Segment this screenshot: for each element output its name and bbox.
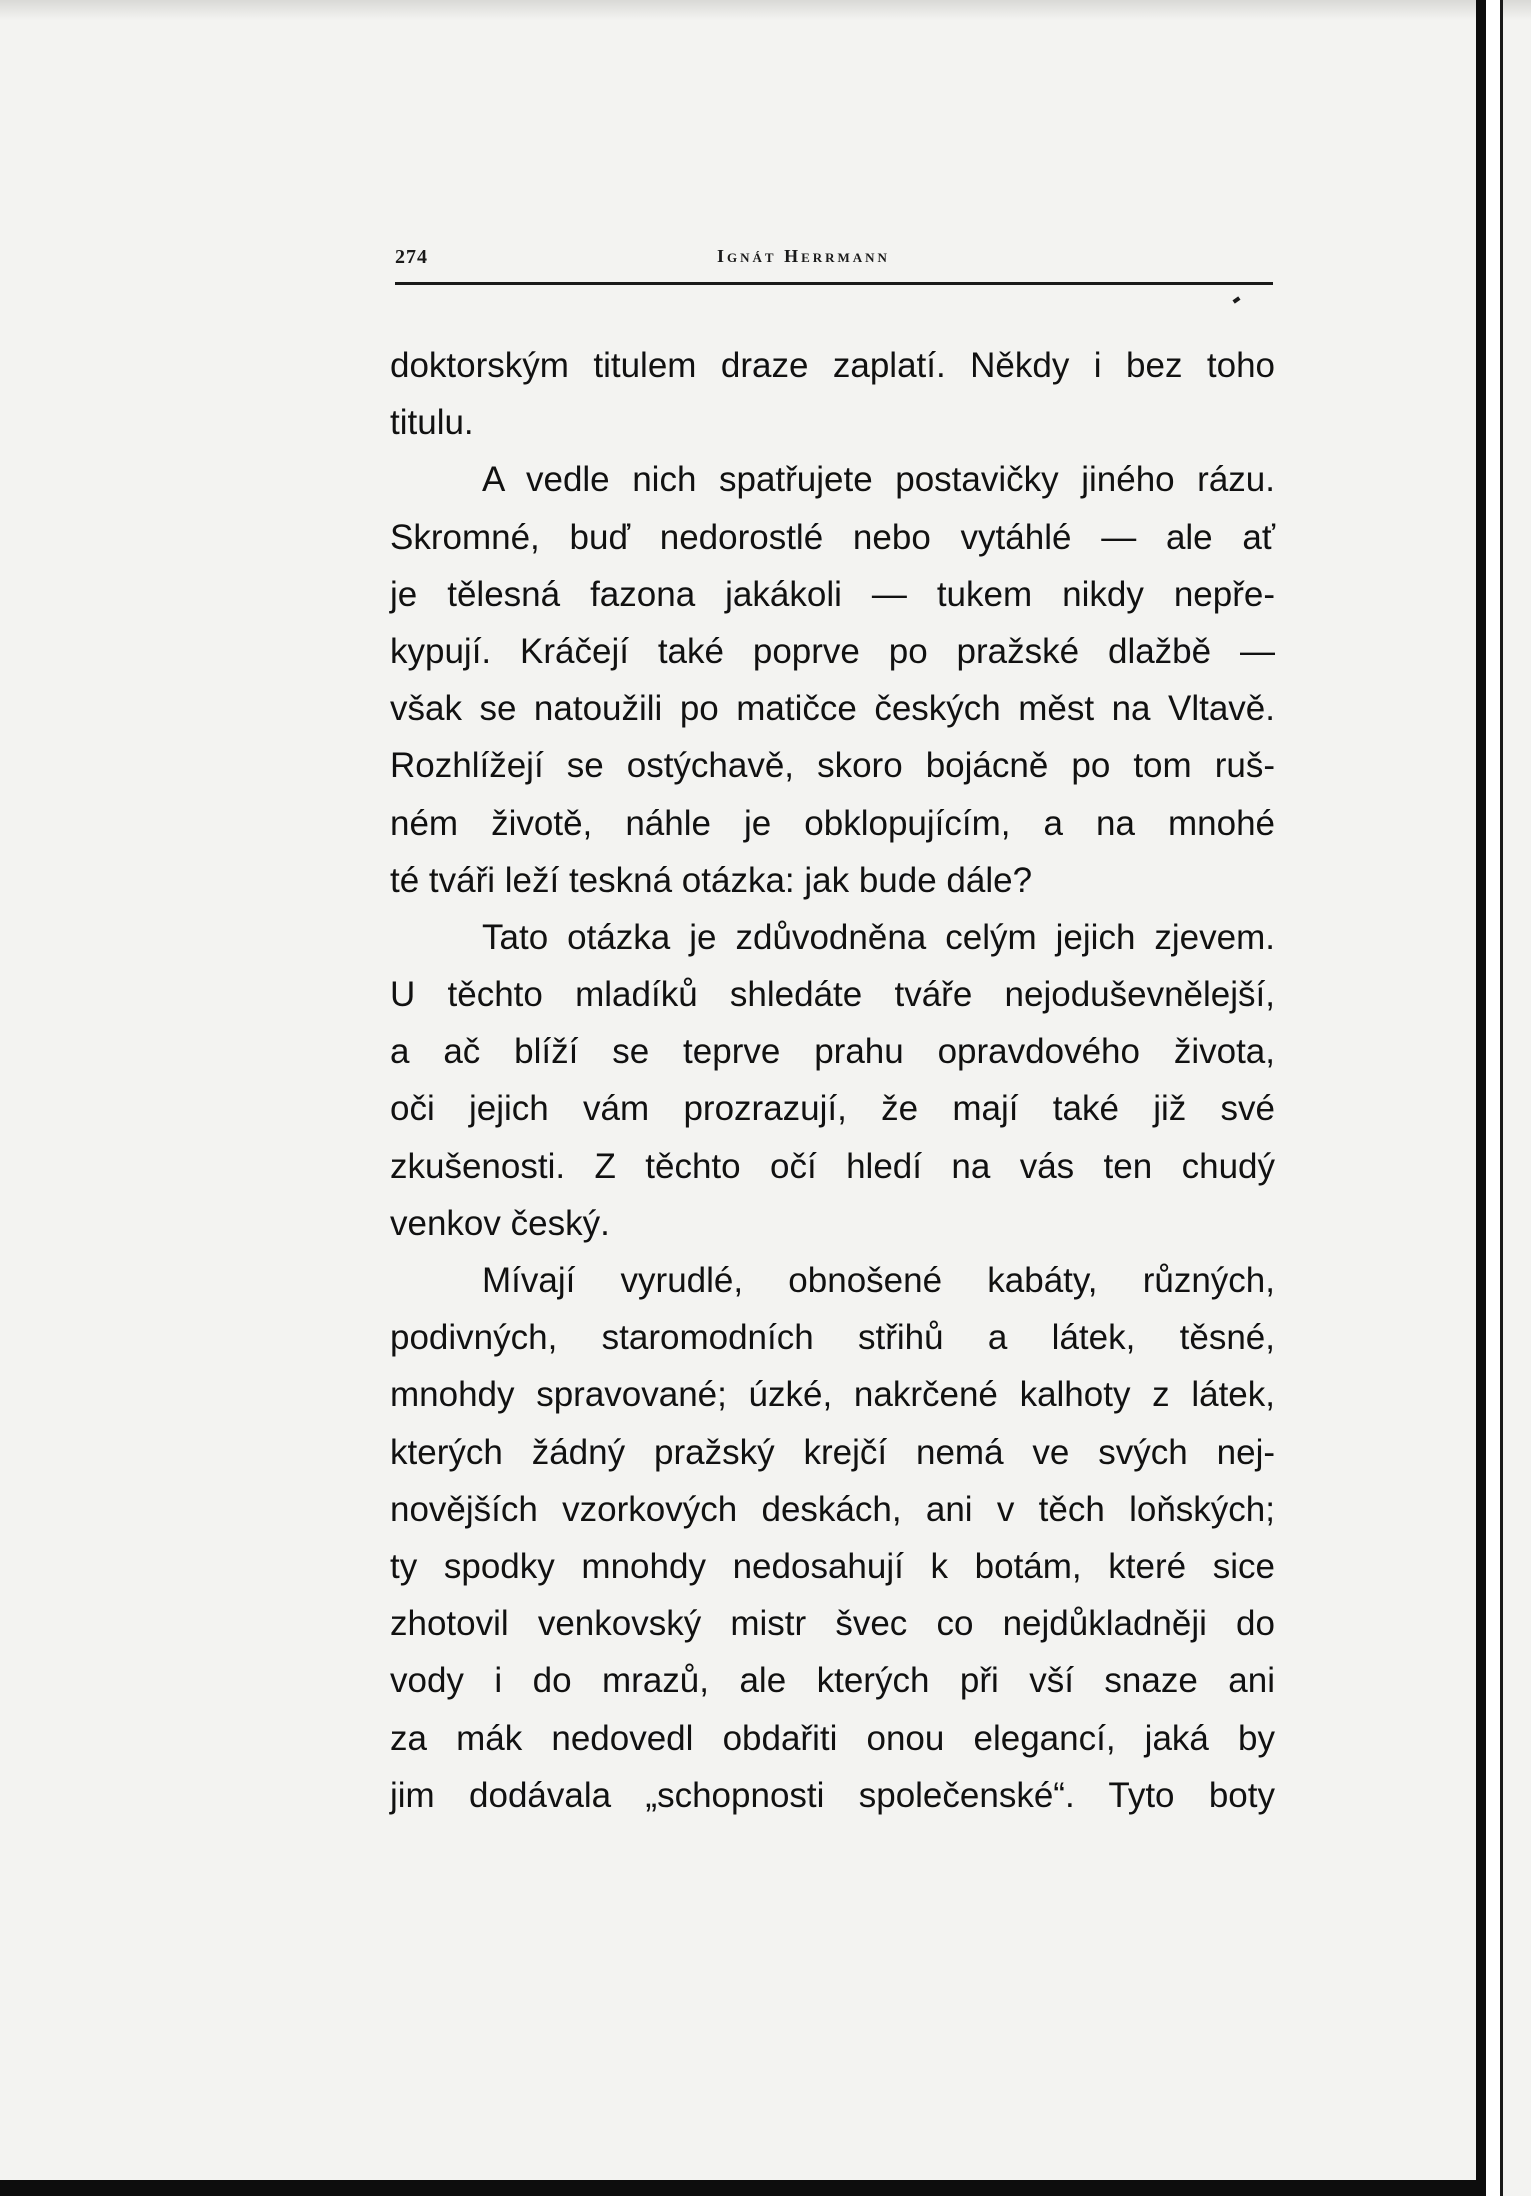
text-line: mnohdy spravované; úzké, nakrčené kalhoty z látek,: [390, 1375, 1275, 1415]
text-line: kypují. Kráčejí také poprve po pražské dlažbě —: [390, 631, 1275, 671]
text-line: venkov český.: [390, 1203, 610, 1243]
text-line: A vedle nich spatřujete postavičky jiného rázu.: [482, 460, 1275, 500]
text-line: ty spodky mnohdy nedosahují k botám, které sice: [390, 1546, 1275, 1586]
scan-top-edge: [0, 0, 1531, 20]
text-line: zhotovil venkovský mistr švec co nejdůkladněji do: [390, 1604, 1275, 1644]
text-line: Skromné, buď nedorostlé nebo vytáhlé — ale ať: [390, 517, 1275, 557]
text-line: titulu.: [390, 403, 474, 443]
text-line: zkušenosti. Z těchto očí hledí na vás ten chudý: [390, 1146, 1275, 1186]
scan-right-line: [1500, 0, 1503, 2196]
text-line: kterých žádný pražský krejčí nemá ve svých nej-: [390, 1432, 1275, 1472]
body-text: [390, 337, 1275, 1824]
text-line: Rozhlížejí se ostýchavě, skoro bojácně po tom ruš-: [390, 746, 1275, 786]
text-line: doktorským titulem draze zaplatí. Někdy i bez toho: [390, 346, 1275, 385]
page-header: [395, 246, 1270, 276]
scan-right-margin: [1486, 0, 1500, 2196]
text-line: Tato otázka je zdůvodněna celým jejich zjevem.: [482, 917, 1275, 957]
scan-bottom-border: [0, 2180, 1486, 2196]
text-line: jim dodávala „schopnosti společenské“. Tyto boty: [390, 1775, 1275, 1815]
text-line: ném životě, náhle je obklopujícím, a na mnohé: [390, 803, 1275, 843]
text-line: a ač blíží se teprve prahu opravdového života,: [390, 1032, 1275, 1072]
text-line: vody i do mrazů, ale kterých při vší snaze ani: [390, 1661, 1275, 1701]
scan-right-border: [1476, 0, 1486, 2196]
text-line: Mívají vyrudlé, obnošené kabáty, různých,: [482, 1261, 1275, 1300]
text-line: U těchto mladíků shledáte tváře nejoduševnělejší,: [390, 975, 1275, 1015]
running-head: Ignát Herrmann: [717, 246, 890, 266]
text-line: oči jejich vám prozrazují, že mají také již své: [390, 1089, 1275, 1129]
text-line: je tělesná fazona jakákoli — tukem nikdy nepře-: [390, 574, 1275, 614]
text-line: však se natoužili po matičce českých měst na Vltavě.: [390, 689, 1275, 729]
text-line: podivných, staromodních střihů a látek, těsné,: [390, 1318, 1275, 1358]
text-line: novějších vzorkových deskách, ani v těch loňských;: [390, 1489, 1275, 1529]
text-line: té tváři leží teskná otázka: jak bude dále?: [390, 860, 1033, 900]
header-rule: [395, 282, 1273, 285]
page-number: 274: [395, 246, 428, 268]
text-line: za mák nedovedl obdařiti onou elegancí, jaká by: [390, 1718, 1275, 1758]
